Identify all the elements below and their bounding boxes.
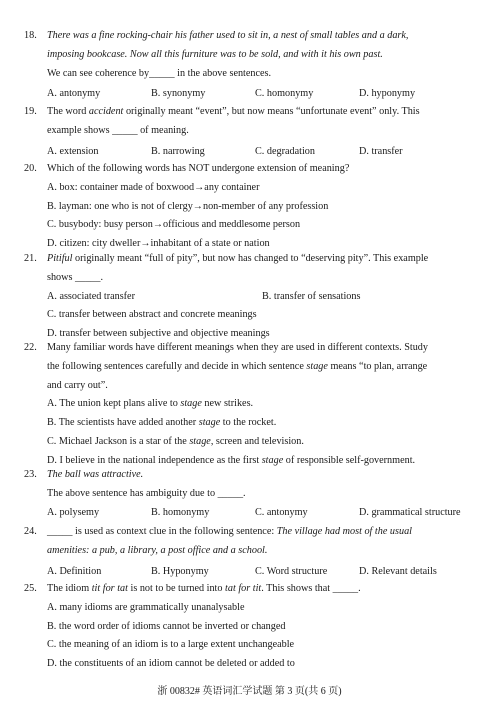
text-run: B. The scientists have added another	[47, 417, 199, 428]
page-footer: 浙 00832# 英语词汇学试题 第 3 页(共 6 页)	[157, 686, 342, 697]
question-text: imposing bookcase. Now all this furniture was to be sold, and with it his own past.	[47, 48, 383, 60]
text-run: , screen and television.	[210, 435, 304, 447]
text-run: the following sentences carefully and decide in which sentence	[47, 360, 307, 372]
question-text: The ball was attractive.	[47, 469, 144, 480]
question-number: 23.	[24, 469, 37, 480]
option-b: B. narrowing	[151, 145, 205, 157]
question-number: 25.	[24, 583, 37, 594]
option-c: C. the meaning of an idiom is to a large extent unchangeable	[47, 639, 295, 651]
question-22	[24, 342, 485, 473]
question-text	[47, 526, 485, 539]
question-number: 21.	[24, 253, 37, 264]
option-d: D. transfer	[359, 145, 403, 157]
option-b: B. synonymy	[151, 88, 206, 100]
keyword: stage	[198, 417, 221, 428]
question-19	[24, 106, 485, 158]
keyword: tat for tit	[225, 583, 262, 594]
text-run: originally meant “event”, but now means “unfortunate event” only. This	[123, 106, 420, 117]
question-number: 20.	[24, 163, 37, 174]
option-a	[47, 398, 485, 411]
option-a: A. Definition	[47, 565, 102, 577]
option-b: B. Hyponymy	[151, 565, 209, 577]
options-row	[47, 146, 485, 159]
text-run: _____ is used as context clue in the following sentence:	[47, 526, 277, 537]
text-run: The idiom	[47, 583, 92, 594]
option-c: C. antonymy	[255, 506, 308, 518]
option-b: B. the word order of idioms cannot be inverted or changed	[47, 620, 286, 632]
option-b	[47, 417, 485, 430]
option-a: A. polysemy	[47, 506, 100, 518]
text-run: The word	[47, 106, 89, 117]
option-a: A. extension	[47, 145, 99, 157]
question-24	[24, 526, 485, 578]
keyword: The village had most of the usual	[276, 526, 412, 537]
option-b: B. layman: one who is not of clergy→non-member of any profession	[47, 200, 329, 212]
question-25	[24, 583, 485, 677]
question-text: Which of the following words has NOT undergone extension of meaning?	[47, 163, 350, 174]
question-text: Many familiar words have different meanings when they are used in different contexts. Study	[47, 342, 428, 353]
option-c	[47, 436, 485, 449]
question-text: example shows _____ of meaning.	[47, 124, 189, 136]
option-a: A. antonymy	[47, 88, 101, 100]
options-row	[47, 88, 485, 101]
keyword: stage	[180, 398, 202, 410]
options-row	[47, 291, 485, 304]
option-a: A. associated transfer	[47, 290, 135, 302]
text-run: C. Michael Jackson is a star of the	[47, 435, 190, 447]
keyword: stage	[306, 360, 328, 372]
question-text	[47, 583, 485, 596]
text-run: is not to be turned into	[127, 583, 226, 594]
question-text	[47, 361, 485, 374]
keyword: accident	[88, 106, 124, 117]
option-d: D. Relevant details	[359, 565, 437, 577]
option-d: D. hyponymy	[359, 88, 416, 100]
question-number: 22.	[24, 342, 37, 353]
option-c: C. transfer between abstract and concrete meanings	[47, 309, 257, 321]
question-number: 24.	[24, 526, 37, 537]
question-text	[47, 253, 485, 266]
option-d: D. the constituents of an idiom cannot be deleted or added to	[47, 658, 295, 669]
keyword: Pitiful	[47, 253, 73, 264]
text-run: means “to plan, arrange	[327, 360, 428, 372]
keyword: stage	[189, 435, 211, 447]
keyword: stage	[261, 454, 284, 466]
question-text: We can see coherence by_____ in the above sentences.	[47, 67, 272, 79]
option-b: B. homonymy	[151, 506, 210, 518]
question-text: There was a fine rocking-chair his father used to sit in, a nest of small tables and a dark,	[47, 30, 409, 41]
option-a: A. many idioms are grammatically unanalysable	[47, 601, 245, 613]
text-run: D. I believe in the national independence as the first	[47, 454, 262, 466]
question-21	[24, 253, 485, 347]
question-text: The above sentence has ambiguity due to _____.	[47, 487, 246, 499]
text-run: new strikes.	[201, 398, 254, 410]
option-d: D. grammatical structure	[359, 506, 461, 518]
option-c: C. Word structure	[255, 565, 328, 577]
question-text	[47, 106, 485, 119]
question-23	[24, 469, 485, 519]
option-d: D. transfer between subjective and objective meanings	[47, 328, 270, 339]
question-number: 19.	[24, 106, 37, 117]
option-a: A. box: container made of boxwood→any container	[47, 181, 260, 193]
text-run: A. The union kept plans alive to	[47, 398, 181, 410]
option-c: C. busybody: busy person→officious and meddlesome person	[47, 219, 301, 231]
keyword: tit for tat	[91, 583, 128, 594]
options-row	[47, 507, 485, 520]
question-18	[24, 30, 485, 101]
question-text: and carry out”.	[47, 379, 108, 391]
options-row	[47, 566, 485, 579]
question-20	[24, 163, 485, 257]
option-c: C. degradation	[255, 145, 315, 157]
option-c: C. homonymy	[255, 88, 314, 100]
text-run: to the rocket.	[220, 417, 277, 428]
text-run: . This shows that _____.	[261, 583, 361, 594]
option-d	[47, 455, 485, 468]
text-run: originally meant “full of pity”, but now has changed to “deserving pity”. This example	[72, 253, 429, 264]
question-text: amenities: a pub, a library, a post office and a school.	[47, 544, 268, 556]
text-run: of responsible self-government.	[283, 454, 416, 466]
option-d: D. citizen: city dweller→inhabitant of a state or nation	[47, 238, 270, 249]
option-b: B. transfer of sensations	[262, 290, 361, 302]
question-text: shows _____.	[47, 271, 104, 283]
question-number: 18.	[24, 30, 37, 41]
